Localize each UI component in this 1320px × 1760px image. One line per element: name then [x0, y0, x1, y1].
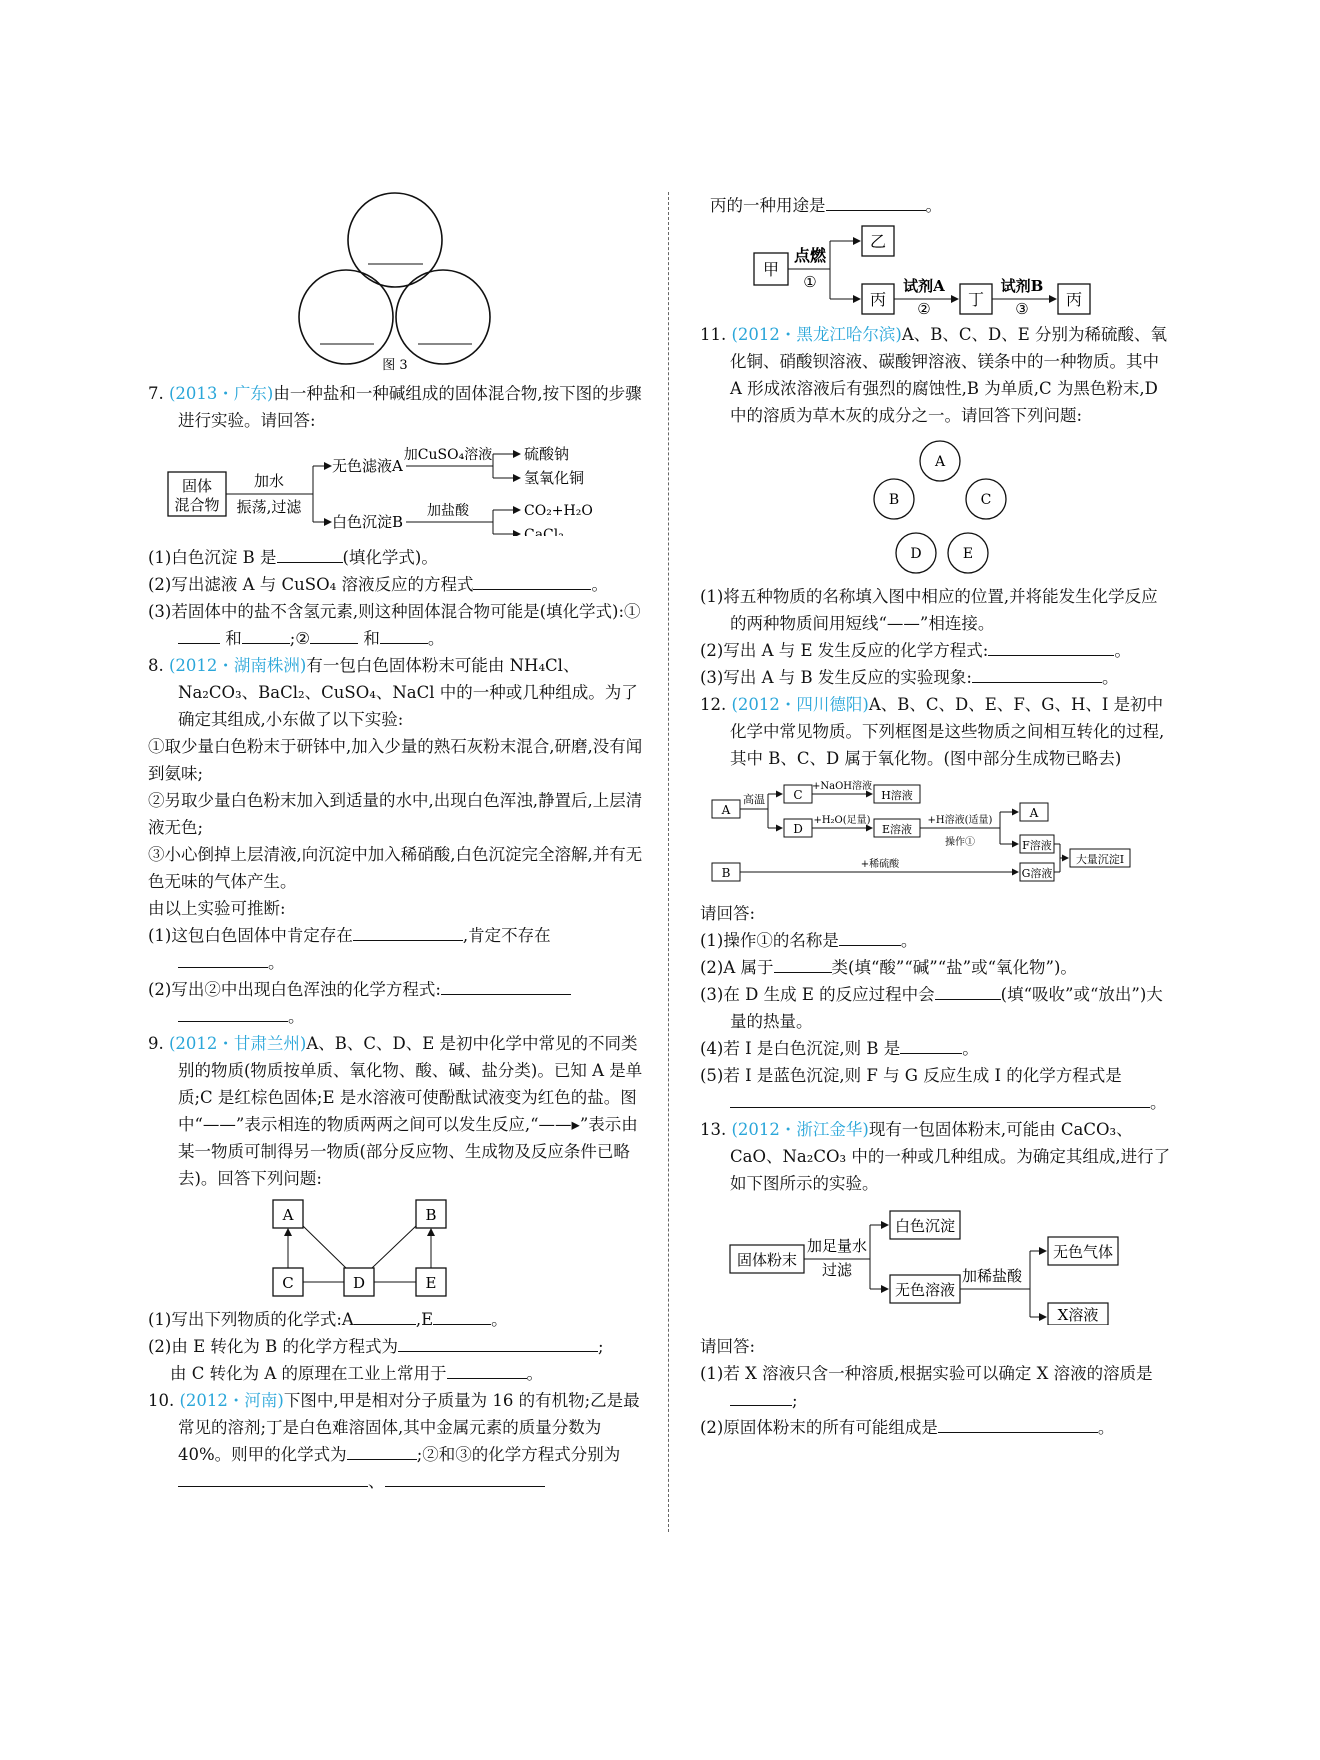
q7-sub3: (3)若固体中的盐不含氢元素,则这种固体混合物可能是(填化学式):① 和 ;② 和 。 — [148, 602, 641, 648]
svg-text:E: E — [962, 546, 974, 562]
q13-sub2: (2)原固体粉末的所有可能组成是 。 — [700, 1418, 1115, 1437]
svg-text:试剂A: 试剂A — [903, 277, 945, 295]
svg-text:无色溶液: 无色溶液 — [894, 1281, 956, 1299]
svg-text:丙: 丙 — [869, 290, 887, 309]
q12-sub1: (1)操作①的名称是 。 — [700, 931, 918, 950]
q12-sub5: (5)若 I 是蓝色沉淀,则 F 与 G 反应生成 I 的化学方程式是 。 — [700, 1066, 1167, 1112]
q8-sub2: (2)写出②中出现白色浑浊的化学方程式: 。 — [148, 976, 650, 1030]
svg-text:无色气体: 无色气体 — [1052, 1243, 1114, 1261]
q13-stem: 13. (2012・浙江金华)现有一包固体粉末,可能由 CaCO₃、CaO、Na₂CO₃ 中的一种或几种组成。为确定其组成,进行了如下图所示的实验。 — [700, 1120, 1171, 1193]
svg-text:A: A — [282, 1206, 294, 1224]
q12-sub4: (4)若 I 是白色沉淀,则 B 是 。 — [700, 1039, 979, 1058]
svg-text:加足量水: 加足量水 — [806, 1237, 868, 1255]
q8-sub1: (1)这包白色固体中肯定存在 ,肯定不存在 。 — [148, 926, 551, 972]
svg-text:D: D — [352, 1274, 366, 1292]
svg-text:白色沉淀: 白色沉淀 — [894, 1217, 956, 1235]
svg-text:+稀硫酸: +稀硫酸 — [860, 859, 900, 870]
svg-text:振荡,过滤: 振荡,过滤 — [236, 498, 302, 516]
q7-source: (2013・广东) — [169, 384, 274, 403]
figure-3-circles — [148, 192, 650, 372]
q10-stem: 10. (2012・河南)下图中,甲是相对分子质量为 16 的有机物;乙是最常见的溶剂;丁是白色难溶固体,其中金属元素的质量分数为 40%。则甲的化学式为 ;②和③的化学方程式分别为、 — [148, 1391, 640, 1491]
q7-flow-diagram — [148, 440, 650, 536]
q9-sub1: (1)写出下列物质的化学式:A ,E 。 — [148, 1310, 508, 1329]
svg-text:③: ③ — [1015, 300, 1029, 315]
left-column — [148, 192, 650, 1495]
q8-step3: ③小心倒掉上层清液,向沉淀中加入稀硝酸,白色沉淀完全溶解,并有无色无味的气体产生。 — [148, 845, 643, 891]
q11-sub1: (1)将五种物质的名称填入图中相应的位置,并将能发生化学反应的两种物质间用短线“——”相连接。 — [700, 587, 1158, 633]
svg-text:操作①: 操作① — [945, 837, 975, 848]
svg-text:CaCl₂: CaCl₂ — [524, 527, 564, 536]
svg-text:D: D — [793, 822, 803, 836]
q11-sub3: (3)写出 A 与 B 发生反应的实验现象: 。 — [700, 668, 1119, 687]
svg-text:点燃: 点燃 — [793, 246, 827, 265]
q13-flow-diagram — [700, 1205, 1172, 1325]
svg-text:甲: 甲 — [762, 260, 780, 279]
svg-text:加CuSO₄溶液: 加CuSO₄溶液 — [403, 447, 493, 463]
figure-3-caption: 图 3 — [382, 358, 408, 372]
svg-text:A: A — [721, 803, 731, 817]
q9-sub2: (2)由 E 转化为 B 的化学方程式为 ; — [148, 1337, 604, 1356]
svg-text:硫酸钠: 硫酸钠 — [524, 445, 570, 463]
q12-ask: 请回答: — [700, 904, 756, 923]
svg-text:CO₂+H₂O: CO₂+H₂O — [524, 503, 593, 519]
svg-text:B: B — [888, 492, 900, 508]
q12-flow-diagram — [700, 778, 1172, 894]
svg-text:无色滤液A: 无色滤液A — [332, 457, 403, 475]
q8-step1: ①取少量白色粉末于研钵中,加入少量的熟石灰粉末混合,研磨,没有闻到氨味; — [148, 737, 643, 783]
svg-text:C: C — [793, 788, 803, 802]
q11-stem: 11. (2012・黑龙江哈尔滨)A、B、C、D、E 分别为稀硫酸、氧化铜、硝酸钡溶液、碳酸钾溶液、镁条中的一种物质。其中 A 形成浓溶液后有强烈的腐蚀性,B 为单质,C 为黑色粉末,D 中的溶质为草木灰的成分之一。请回答下列问题: — [700, 325, 1168, 425]
q8-source: (2012・湖南株洲) — [169, 656, 307, 675]
q9-stem: 9. (2012・甘肃兰州)A、B、C、D、E 是初中化学中常见的不同类别的物质(物质按单质、氧化物、酸、碱、盐分类)。已知 A 是单质;C 是红棕色固体;E 是水溶液可使酚酞试液变为红色的盐。图中“——”表示相连的物质两两之间可以发生反应,“——▸”表示由某一物质可制得另一物质(部分反应物、生成物及反应条件已略去)。回答下列问题: — [148, 1034, 643, 1188]
q7-stem — [148, 380, 650, 434]
svg-text:加盐酸: 加盐酸 — [427, 503, 469, 519]
q11-sub2: (2)写出 A 与 E 发生反应的化学方程式: 。 — [700, 641, 1131, 660]
svg-text:大量沉淀I: 大量沉淀I — [1075, 853, 1125, 866]
svg-text:E溶液: E溶液 — [881, 823, 913, 836]
svg-text:D: D — [910, 546, 922, 562]
q8-stem: 8. (2012・湖南株洲)有一包白色固体粉末可能由 NH₄Cl、Na₂CO₃、BaCl₂、CuSO₄、NaCl 中的一种或几种组成。为了确定其组成,小东做了以下实验: — [148, 656, 638, 729]
svg-text:氢氧化铜: 氢氧化铜 — [524, 469, 585, 487]
svg-text:固体: 固体 — [181, 477, 213, 495]
svg-text:A: A — [1029, 806, 1039, 820]
svg-text:加稀盐酸: 加稀盐酸 — [961, 1267, 1023, 1285]
svg-text:固体粉末: 固体粉末 — [736, 1251, 798, 1269]
svg-text:试剂B: 试剂B — [1000, 277, 1044, 295]
q8-step2: ②另取少量白色粉末加入到适量的水中,出现白色浑浊,静置后,上层清液无色; — [148, 791, 643, 837]
q7-number: 7. — [148, 384, 164, 403]
svg-text:加水: 加水 — [253, 472, 285, 490]
q11-circles-diagram — [700, 435, 1172, 575]
svg-text:丁: 丁 — [967, 290, 985, 309]
q13-sub1: (1)若 X 溶液只含一种溶质,根据实验可以确定 X 溶液的溶质是; — [700, 1364, 1153, 1410]
svg-text:高温: 高温 — [743, 793, 765, 806]
q12-source: (2012・四川德阳) — [731, 695, 869, 714]
svg-text:+NaOH溶液: +NaOH溶液 — [811, 781, 873, 792]
svg-text:C: C — [980, 492, 992, 508]
svg-text:②: ② — [917, 300, 931, 315]
svg-text:B: B — [425, 1206, 437, 1224]
q7-sub1: (1)白色沉淀 B 是 (填化学式)。 — [148, 548, 438, 567]
q10-flow-diagram — [700, 223, 1172, 315]
q9-sub2b: 由 C 转化为 A 的原理在工业上常用于 。 — [170, 1364, 544, 1383]
q10-cont: 丙的一种用途是 。 — [710, 196, 942, 215]
svg-text:+H₂O(足量): +H₂O(足量) — [813, 815, 871, 826]
svg-text:过滤: 过滤 — [821, 1261, 853, 1279]
q9-source: (2012・甘肃兰州) — [169, 1034, 307, 1053]
q11-source: (2012・黑龙江哈尔滨) — [731, 325, 902, 344]
svg-text:丙: 丙 — [1065, 290, 1083, 309]
q8-infer: 由以上实验可推断: — [148, 899, 286, 918]
q13-ask: 请回答: — [700, 1337, 756, 1356]
q10-source: (2012・河南) — [179, 1391, 284, 1410]
svg-text:混合物: 混合物 — [174, 496, 220, 514]
q7-sub2: (2)写出滤液 A 与 CuSO₄ 溶液反应的方程式 。 — [148, 575, 608, 594]
svg-text:E: E — [425, 1274, 437, 1292]
svg-text:B: B — [721, 866, 731, 880]
column-divider — [668, 192, 669, 1532]
svg-text:A: A — [934, 454, 946, 470]
svg-text:H溶液: H溶液 — [881, 789, 913, 802]
q12-sub2: (2)A 属于 类(填“酸”“碱”“盐”或“氧化物”)。 — [700, 958, 1077, 977]
q9-relation-diagram — [148, 1196, 650, 1300]
svg-text:G溶液: G溶液 — [1021, 867, 1053, 880]
svg-text:X溶液: X溶液 — [1057, 1306, 1099, 1324]
q13-source: (2012・浙江金华) — [731, 1120, 869, 1139]
svg-text:F溶液: F溶液 — [1022, 839, 1052, 852]
q12-stem: 12. (2012・四川德阳)A、B、C、D、E、F、G、H、I 是初中化学中常见物质。下列框图是这些物质之间相互转化的过程,其中 B、C、D 属于氧化物。(图中部分生成物已略去) — [700, 695, 1165, 768]
svg-text:+H溶液(适量): +H溶液(适量) — [927, 815, 993, 826]
right-column — [700, 192, 1172, 1441]
svg-text:白色沉淀B: 白色沉淀B — [332, 513, 404, 531]
q7-text: 由一种盐和一种碱组成的固体混合物,按下图的步骤进行实验。请回答: — [178, 384, 642, 430]
q12-sub3: (3)在 D 生成 E 的反应过程中会 (填“吸收”或“放出”)大量的热量。 — [700, 985, 1163, 1031]
svg-text:C: C — [282, 1274, 294, 1292]
svg-text:①: ① — [803, 273, 817, 291]
svg-text:乙: 乙 — [869, 232, 887, 251]
